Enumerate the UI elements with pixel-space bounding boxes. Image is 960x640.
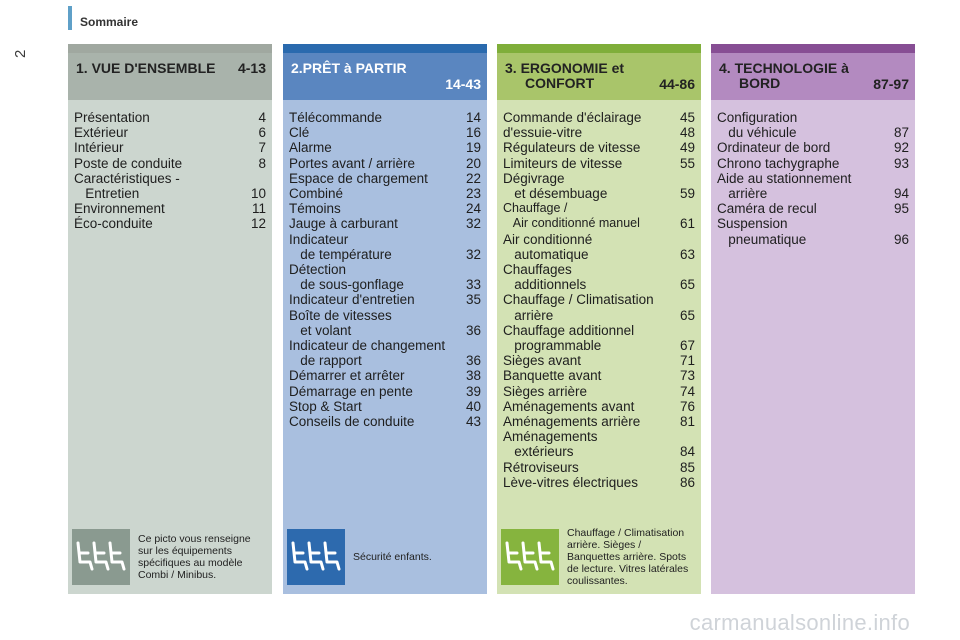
toc-entry-label: Jauge à carburant	[289, 216, 398, 232]
note-text: Ce picto vous renseigne sur les équipements spécifiques au modèle Combi / Minibus.	[138, 533, 251, 581]
toc-entry[interactable]	[289, 292, 481, 307]
toc-entry-page: 96	[893, 231, 909, 247]
toc-entry[interactable]	[503, 201, 695, 216]
toc-entry[interactable]	[503, 460, 695, 475]
toc-entry[interactable]	[717, 171, 909, 186]
toc-entry[interactable]	[717, 232, 909, 247]
toc-entry-label: additionnels	[503, 277, 587, 293]
section-entries	[283, 100, 487, 429]
toc-entry-page: 86	[679, 474, 695, 490]
toc-entry[interactable]	[74, 171, 266, 186]
toc-entry-label: Aménagements arrière	[503, 414, 641, 430]
toc-entry-page: 6	[258, 125, 266, 141]
note-text: Chauffage / Climatisation arrière. Sièges / Banquettes arrière. Spots de lecture. Vitres latérales coulissantes.	[567, 527, 689, 587]
toc-entry[interactable]	[503, 232, 695, 247]
toc-entry-page: 11	[251, 201, 266, 217]
toc-entry-label: Aide au stationnement	[717, 170, 852, 186]
toc-entry[interactable]	[503, 292, 695, 307]
toc-entry-label: automatique	[503, 246, 589, 262]
toc-entry[interactable]	[717, 110, 909, 125]
toc-entry-page: 19	[465, 140, 481, 156]
toc-entry-label: Chauffage /	[503, 201, 568, 216]
toc-entry-label: d'essuie-vitre	[503, 125, 583, 141]
toc-entry-page: 85	[679, 459, 695, 475]
toc-entry[interactable]	[503, 399, 695, 414]
toc-entry[interactable]	[503, 368, 695, 383]
toc-entry[interactable]	[289, 323, 481, 338]
section-top-strip	[711, 44, 915, 53]
section-title: 3. ERGONOMIE et	[505, 60, 625, 76]
section-header[interactable]	[68, 53, 272, 100]
toc-entry[interactable]	[503, 353, 695, 368]
toc-entry-label: et désembuage	[503, 186, 608, 202]
toc-entry-page: 43	[465, 414, 481, 430]
toc-entry-label: Air conditionné	[503, 231, 593, 247]
toc-entry-label: Chauffages	[503, 262, 572, 278]
toc-entry-label: Indicateur de changement	[289, 338, 446, 354]
toc-entry[interactable]	[74, 156, 266, 171]
toc-entry-label: Détection	[289, 262, 347, 278]
toc-entry[interactable]	[503, 140, 695, 155]
toc-entry-label: Indicateur d'entretien	[289, 292, 415, 308]
section-header[interactable]	[497, 53, 701, 100]
toc-entry[interactable]	[289, 277, 481, 292]
toc-entry-label: Télécommande	[289, 110, 383, 125]
toc-entry-page: 38	[465, 368, 481, 384]
toc-entry-page: 14	[465, 110, 481, 125]
toc-entry[interactable]	[289, 125, 481, 140]
toc-entry[interactable]	[289, 247, 481, 262]
toc-entry-page: 32	[465, 216, 481, 232]
toc-entry-label: Limiteurs de vitesse	[503, 155, 623, 171]
section-pret-a-partir	[283, 44, 487, 594]
toc-entry-label: Aménagements	[503, 429, 598, 445]
toc-entry[interactable]	[74, 201, 266, 216]
toc-entry[interactable]	[717, 140, 909, 155]
toc-entry-label: Aménagements avant	[503, 398, 635, 414]
toc-entry[interactable]	[503, 125, 695, 140]
section-title: 2.PRÊT à PARTIR	[291, 60, 407, 76]
section-title-line2: BORD	[739, 75, 781, 91]
toc-entry[interactable]	[289, 171, 481, 186]
toc-entry-label: Environnement	[74, 201, 165, 217]
toc-entry-label: Clé	[289, 125, 310, 141]
toc-entry-label: de rapport	[289, 353, 362, 369]
toc-entry-page: 10	[250, 186, 266, 202]
toc-entry-label: Dégivrage	[503, 170, 565, 186]
toc-entry-page: 92	[893, 140, 909, 156]
section-vue-ensemble	[68, 44, 272, 594]
toc-entry[interactable]	[503, 323, 695, 338]
section-note	[287, 526, 483, 588]
toc-entry-page: 35	[465, 292, 481, 308]
toc-entry[interactable]	[289, 216, 481, 231]
toc-entry[interactable]	[503, 110, 695, 125]
toc-entry-page: 65	[679, 277, 695, 293]
section-page-range: 87-97	[873, 76, 909, 92]
seats-icon	[72, 529, 130, 585]
toc-entry-label: Démarrage en pente	[289, 383, 413, 399]
toc-entry[interactable]	[289, 186, 481, 201]
seats-icon	[287, 529, 345, 585]
toc-entry-label: Éco-conduite	[74, 216, 153, 232]
section-ergonomie-confort	[497, 44, 701, 594]
toc-entry-label: Poste de conduite	[74, 155, 183, 171]
toc-entry-page: 8	[258, 155, 266, 171]
toc-entry-label: et volant	[289, 322, 352, 338]
toc-entry[interactable]	[503, 475, 695, 490]
toc-entry-label: Entretien	[74, 186, 140, 202]
watermark: carmanualsonline.info	[689, 610, 910, 635]
toc-entry-label: Configuration	[717, 110, 798, 125]
toc-entry[interactable]	[503, 247, 695, 262]
toc-entry-page: 84	[679, 444, 695, 460]
toc-entry[interactable]	[289, 414, 481, 429]
toc-entry-label: Sièges arrière	[503, 383, 588, 399]
toc-entry-label: extérieurs	[503, 444, 574, 460]
toc-entry-page: 33	[465, 277, 481, 293]
toc-entry[interactable]	[717, 186, 909, 201]
toc-entry-label: Indicateur	[289, 231, 349, 247]
toc-entry[interactable]	[717, 201, 909, 216]
toc-entry-label: de température	[289, 246, 392, 262]
toc-entry-page: 45	[679, 110, 695, 125]
toc-entry[interactable]	[289, 338, 481, 353]
toc-entry-page: 65	[679, 307, 695, 323]
toc-entry-label: Caractéristiques -	[74, 170, 180, 186]
toc-entry[interactable]	[503, 171, 695, 186]
toc-entry-page: 74	[679, 383, 695, 399]
page-title: Sommaire	[80, 15, 139, 29]
header-accent-bar	[68, 6, 72, 30]
toc-entry-page: 87	[893, 125, 909, 141]
toc-entry[interactable]	[289, 156, 481, 171]
toc-entry-label: Lève-vitres électriques	[503, 474, 639, 490]
toc-entry[interactable]	[289, 262, 481, 277]
toc-entry-label: Chauffage / Climatisation	[503, 292, 654, 308]
section-top-strip	[497, 44, 701, 53]
section-page-range: 44-86	[659, 76, 695, 92]
toc-entry-page: 4	[258, 110, 266, 125]
toc-entry-page: 20	[465, 155, 481, 171]
toc-entry-page: 12	[250, 216, 266, 232]
toc-entry-page: 67	[679, 338, 695, 354]
toc-entry[interactable]	[289, 384, 481, 399]
toc-entry-label: Régulateurs de vitesse	[503, 140, 641, 156]
toc-entry-label: de sous-gonflage	[289, 277, 404, 293]
toc-entry-label: Espace de chargement	[289, 170, 428, 186]
section-title-line2: CONFORT	[525, 75, 595, 91]
toc-entry-page: 32	[465, 246, 481, 262]
section-top-strip	[68, 44, 272, 53]
toc-entry-label: Ordinateur de bord	[717, 140, 831, 156]
toc-entry-page: 61	[679, 216, 695, 232]
toc-entry[interactable]	[503, 429, 695, 444]
section-note	[501, 526, 697, 588]
toc-entry[interactable]	[289, 368, 481, 383]
toc-entry-label: Sièges avant	[503, 353, 582, 369]
toc-entry-label: du véhicule	[717, 125, 797, 141]
toc-entry-label: programmable	[503, 338, 602, 354]
toc-entry[interactable]	[503, 216, 695, 231]
toc-entry[interactable]	[503, 277, 695, 292]
toc-entry[interactable]	[717, 125, 909, 140]
toc-entry-label: arrière	[717, 186, 768, 202]
section-page-range: 14-43	[445, 76, 481, 92]
section-title: 1. VUE D'ENSEMBLE	[76, 60, 216, 76]
toc-entry[interactable]	[717, 216, 909, 231]
toc-entry[interactable]	[503, 414, 695, 429]
toc-entry-page: 24	[465, 201, 481, 217]
toc-entry-label: Conseils de conduite	[289, 414, 415, 430]
toc-entry[interactable]	[503, 444, 695, 459]
section-technologie-bord	[711, 44, 915, 594]
toc-entry[interactable]	[74, 125, 266, 140]
toc-entry[interactable]	[289, 201, 481, 216]
toc-entry-label: Banquette avant	[503, 368, 602, 384]
toc-entry[interactable]	[74, 186, 266, 201]
toc-entry-label: Témoins	[289, 201, 341, 217]
toc-entry-label: Démarrer et arrêter	[289, 368, 405, 384]
toc-entry[interactable]	[503, 308, 695, 323]
toc-entry-page: 93	[893, 155, 909, 171]
toc-entry-page: 81	[679, 414, 695, 430]
toc-entry-label: Chrono tachygraphe	[717, 155, 840, 171]
toc-entry-label: Chauffage additionnel	[503, 322, 635, 338]
toc-entry[interactable]	[289, 232, 481, 247]
toc-entry-label: Combiné	[289, 186, 344, 202]
toc-entry[interactable]	[503, 338, 695, 353]
section-top-strip	[283, 44, 487, 53]
toc-entry[interactable]	[503, 262, 695, 277]
toc-entry[interactable]	[503, 384, 695, 399]
toc-entry[interactable]	[74, 110, 266, 125]
toc-entry-page: 94	[893, 186, 909, 202]
toc-entry-page: 16	[465, 125, 481, 141]
section-entries	[68, 100, 272, 232]
toc-entry[interactable]	[74, 140, 266, 155]
toc-entry-page: 49	[679, 140, 695, 156]
toc-entry-label: Stop & Start	[289, 398, 362, 414]
toc-entry-label: Portes avant / arrière	[289, 155, 416, 171]
toc-entry-label: Alarme	[289, 140, 332, 156]
toc-entry[interactable]	[289, 308, 481, 323]
toc-entry-label: Boîte de vitesses	[289, 307, 392, 323]
toc-entry-label: Suspension	[717, 216, 788, 232]
toc-entry[interactable]	[503, 186, 695, 201]
toc-entry-label: Rétroviseurs	[503, 459, 579, 475]
toc-entry-page: 76	[679, 398, 695, 414]
toc-entry-page: 40	[465, 398, 481, 414]
toc-entry-label: Extérieur	[74, 125, 129, 141]
section-page-range: 4-13	[237, 60, 266, 76]
toc-entry-page: 23	[465, 186, 481, 202]
toc-entry-label: arrière	[503, 307, 554, 323]
seats-icon	[501, 529, 559, 585]
toc-entry[interactable]	[289, 110, 481, 125]
toc-entry-page: 55	[679, 155, 695, 171]
toc-entry-page: 71	[679, 353, 695, 369]
toc-entry-page: 22	[465, 170, 481, 186]
toc-entry-label: Air conditionné manuel	[503, 216, 640, 231]
section-entries	[497, 100, 701, 490]
toc-entry-page: 95	[893, 201, 909, 217]
toc-entry-label: Commande d'éclairage	[503, 110, 642, 125]
section-entries	[711, 100, 915, 247]
toc-entry[interactable]	[717, 156, 909, 171]
toc-entry[interactable]	[289, 353, 481, 368]
toc-entry-page: 39	[465, 383, 481, 399]
toc-entry-label: Caméra de recul	[717, 201, 817, 217]
toc-entry-page: 48	[679, 125, 695, 141]
section-note	[72, 526, 268, 588]
toc-entry-page: 36	[465, 322, 481, 338]
toc-entry[interactable]	[289, 399, 481, 414]
toc-entry-page: 7	[258, 140, 266, 156]
toc-entry[interactable]	[74, 216, 266, 231]
page-number: 2	[12, 49, 29, 58]
toc-entry-label: Présentation	[74, 110, 150, 125]
toc-entry-page: 59	[679, 186, 695, 202]
section-title: 4. TECHNOLOGIE à	[719, 60, 849, 76]
toc-entry-label: pneumatique	[717, 231, 807, 247]
toc-entry-page: 73	[679, 368, 695, 384]
toc-entry-page: 36	[465, 353, 481, 369]
toc-entry-label: Intérieur	[74, 140, 124, 156]
toc-entry[interactable]	[289, 140, 481, 155]
section-header[interactable]	[283, 53, 487, 100]
section-header[interactable]	[711, 53, 915, 100]
toc-entry-page: 63	[679, 246, 695, 262]
note-text: Sécurité enfants.	[353, 551, 432, 563]
toc-entry[interactable]	[503, 156, 695, 171]
